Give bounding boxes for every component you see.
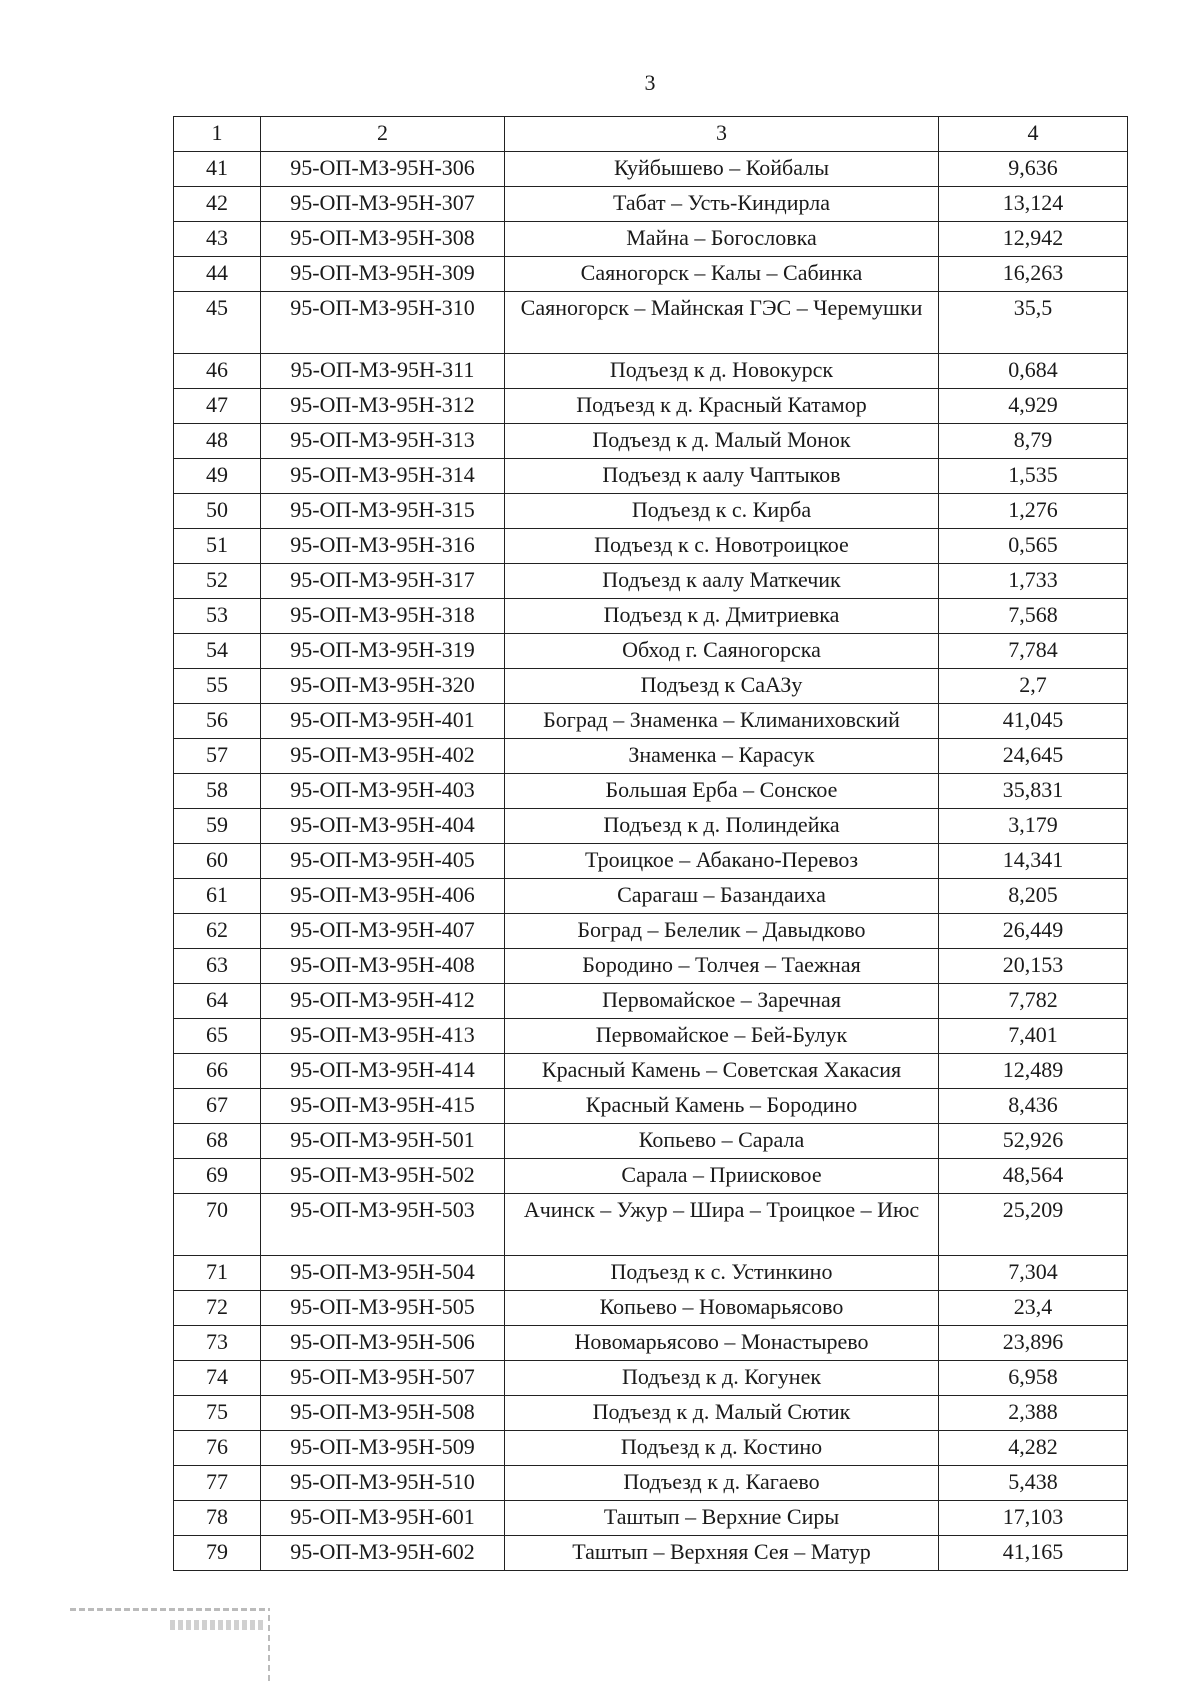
table-row	[174, 809, 1128, 844]
road-name-cell: Саяногорск – Майнская ГЭС – Черемушки	[505, 292, 939, 354]
road-name-cell: Сарала – Приисковое	[505, 1159, 939, 1194]
scan-artifact	[268, 1615, 270, 1685]
road-id-cell: 95-ОП-МЗ-95Н-309	[261, 257, 505, 292]
table-row	[174, 774, 1128, 809]
road-name-cell: Подъезд к д. Когунек	[505, 1361, 939, 1396]
row-number-cell: 44	[174, 257, 261, 292]
table-row	[174, 704, 1128, 739]
table-row	[174, 424, 1128, 459]
length-cell: 9,636	[939, 152, 1128, 187]
row-number-cell: 50	[174, 494, 261, 529]
row-number-cell: 51	[174, 529, 261, 564]
length-cell: 7,784	[939, 634, 1128, 669]
length-cell: 7,782	[939, 984, 1128, 1019]
row-number-cell: 48	[174, 424, 261, 459]
row-number-cell: 54	[174, 634, 261, 669]
header-cell-1: 1	[174, 117, 261, 152]
road-name-cell: Копьево – Сарала	[505, 1124, 939, 1159]
row-number-cell: 71	[174, 1256, 261, 1291]
length-cell: 14,341	[939, 844, 1128, 879]
row-number-cell: 62	[174, 914, 261, 949]
road-name-cell: Сарагаш – Базандаиха	[505, 879, 939, 914]
road-name-cell: Подъезд к д. Новокурск	[505, 354, 939, 389]
road-id-cell: 95-ОП-МЗ-95Н-310	[261, 292, 505, 354]
road-name-cell: Знаменка – Карасук	[505, 739, 939, 774]
length-cell: 1,733	[939, 564, 1128, 599]
road-name-cell: Саяногорск – Калы – Сабинка	[505, 257, 939, 292]
table-row	[174, 564, 1128, 599]
length-cell: 35,831	[939, 774, 1128, 809]
length-cell: 23,896	[939, 1326, 1128, 1361]
row-number-cell: 73	[174, 1326, 261, 1361]
row-number-cell: 78	[174, 1501, 261, 1536]
row-number-cell: 70	[174, 1194, 261, 1256]
road-id-cell: 95-ОП-МЗ-95Н-401	[261, 704, 505, 739]
table-row	[174, 1536, 1128, 1571]
length-cell: 7,304	[939, 1256, 1128, 1291]
length-cell: 8,205	[939, 879, 1128, 914]
road-id-cell: 95-ОП-МЗ-95Н-503	[261, 1194, 505, 1256]
length-cell: 48,564	[939, 1159, 1128, 1194]
road-id-cell: 95-ОП-МЗ-95Н-317	[261, 564, 505, 599]
road-name-cell: Бородино – Толчея – Таежная	[505, 949, 939, 984]
road-name-cell: Подъезд к д. Красный Катамор	[505, 389, 939, 424]
length-cell: 0,684	[939, 354, 1128, 389]
road-id-cell: 95-ОП-МЗ-95Н-406	[261, 879, 505, 914]
table-row	[174, 494, 1128, 529]
row-number-cell: 49	[174, 459, 261, 494]
road-id-cell: 95-ОП-МЗ-95Н-502	[261, 1159, 505, 1194]
road-id-cell: 95-ОП-МЗ-95Н-311	[261, 354, 505, 389]
length-cell: 0,565	[939, 529, 1128, 564]
road-name-cell: Табат – Усть-Киндирла	[505, 187, 939, 222]
road-name-cell: Подъезд к с. Новотроицкое	[505, 529, 939, 564]
row-number-cell: 77	[174, 1466, 261, 1501]
road-name-cell: Куйбышево – Койбалы	[505, 152, 939, 187]
length-cell: 2,388	[939, 1396, 1128, 1431]
table-row	[174, 949, 1128, 984]
table-row	[174, 1019, 1128, 1054]
road-name-cell: Подъезд к аалу Чаптыков	[505, 459, 939, 494]
road-id-cell: 95-ОП-МЗ-95Н-403	[261, 774, 505, 809]
length-cell: 41,165	[939, 1536, 1128, 1571]
row-number-cell: 76	[174, 1431, 261, 1466]
road-name-cell: Новомарьясово – Монастырево	[505, 1326, 939, 1361]
road-name-cell: Подъезд к д. Малый Сютик	[505, 1396, 939, 1431]
row-number-cell: 42	[174, 187, 261, 222]
road-id-cell: 95-ОП-МЗ-95Н-601	[261, 1501, 505, 1536]
header-cell-2: 2	[261, 117, 505, 152]
length-cell: 2,7	[939, 669, 1128, 704]
table-row	[174, 1159, 1128, 1194]
row-number-cell: 61	[174, 879, 261, 914]
row-number-cell: 58	[174, 774, 261, 809]
road-name-cell: Подъезд к СаАЗу	[505, 669, 939, 704]
table-row	[174, 1466, 1128, 1501]
header-cell-4: 4	[939, 117, 1128, 152]
road-id-cell: 95-ОП-МЗ-95Н-320	[261, 669, 505, 704]
road-id-cell: 95-ОП-МЗ-95Н-412	[261, 984, 505, 1019]
row-number-cell: 75	[174, 1396, 261, 1431]
road-name-cell: Подъезд к д. Полиндейка	[505, 809, 939, 844]
row-number-cell: 41	[174, 152, 261, 187]
road-name-cell: Таштып – Верхние Сиры	[505, 1501, 939, 1536]
road-name-cell: Копьево – Новомарьясово	[505, 1291, 939, 1326]
road-id-cell: 95-ОП-МЗ-95Н-505	[261, 1291, 505, 1326]
length-cell: 12,942	[939, 222, 1128, 257]
road-id-cell: 95-ОП-МЗ-95Н-506	[261, 1326, 505, 1361]
road-name-cell: Боград – Знаменка – Климаниховский	[505, 704, 939, 739]
road-id-cell: 95-ОП-МЗ-95Н-318	[261, 599, 505, 634]
length-cell: 52,926	[939, 1124, 1128, 1159]
table-row	[174, 879, 1128, 914]
length-cell: 23,4	[939, 1291, 1128, 1326]
table-row	[174, 914, 1128, 949]
length-cell: 26,449	[939, 914, 1128, 949]
length-cell: 17,103	[939, 1501, 1128, 1536]
table-row	[174, 354, 1128, 389]
row-number-cell: 57	[174, 739, 261, 774]
road-id-cell: 95-ОП-МЗ-95Н-312	[261, 389, 505, 424]
page-number: 3	[644, 70, 656, 95]
road-id-cell: 95-ОП-МЗ-95Н-319	[261, 634, 505, 669]
road-id-cell: 95-ОП-МЗ-95Н-313	[261, 424, 505, 459]
row-number-cell: 47	[174, 389, 261, 424]
road-id-cell: 95-ОП-МЗ-95Н-510	[261, 1466, 505, 1501]
table-row	[174, 1326, 1128, 1361]
road-id-cell: 95-ОП-МЗ-95Н-306	[261, 152, 505, 187]
row-number-cell: 53	[174, 599, 261, 634]
length-cell: 20,153	[939, 949, 1128, 984]
row-number-cell: 74	[174, 1361, 261, 1396]
table-row	[174, 739, 1128, 774]
road-id-cell: 95-ОП-МЗ-95Н-504	[261, 1256, 505, 1291]
row-number-cell: 46	[174, 354, 261, 389]
scan-artifact	[170, 1620, 265, 1630]
row-number-cell: 43	[174, 222, 261, 257]
road-id-cell: 95-ОП-МЗ-95Н-509	[261, 1431, 505, 1466]
table-row	[174, 1431, 1128, 1466]
table-row	[174, 257, 1128, 292]
length-cell: 3,179	[939, 809, 1128, 844]
road-id-cell: 95-ОП-МЗ-95Н-407	[261, 914, 505, 949]
row-number-cell: 59	[174, 809, 261, 844]
road-name-cell: Обход г. Саяногорска	[505, 634, 939, 669]
road-name-cell: Подъезд к д. Малый Монок	[505, 424, 939, 459]
table-row	[174, 1194, 1128, 1256]
road-id-cell: 95-ОП-МЗ-95Н-402	[261, 739, 505, 774]
table-row	[174, 1089, 1128, 1124]
table-body	[174, 117, 1128, 1571]
scan-artifact	[70, 1608, 270, 1611]
road-name-cell: Первомайское – Заречная	[505, 984, 939, 1019]
row-number-cell: 68	[174, 1124, 261, 1159]
road-id-cell: 95-ОП-МЗ-95Н-508	[261, 1396, 505, 1431]
length-cell: 16,263	[939, 257, 1128, 292]
table-row	[174, 669, 1128, 704]
row-number-cell: 79	[174, 1536, 261, 1571]
length-cell: 1,535	[939, 459, 1128, 494]
row-number-cell: 67	[174, 1089, 261, 1124]
length-cell: 4,929	[939, 389, 1128, 424]
length-cell: 5,438	[939, 1466, 1128, 1501]
road-name-cell: Ачинск – Ужур – Шира – Троицкое – Июс	[505, 1194, 939, 1256]
length-cell: 24,645	[939, 739, 1128, 774]
row-number-cell: 45	[174, 292, 261, 354]
road-id-cell: 95-ОП-МЗ-95Н-602	[261, 1536, 505, 1571]
road-name-cell: Майна – Богословка	[505, 222, 939, 257]
length-cell: 35,5	[939, 292, 1128, 354]
table-row	[174, 1256, 1128, 1291]
length-cell: 8,436	[939, 1089, 1128, 1124]
road-id-cell: 95-ОП-МЗ-95Н-315	[261, 494, 505, 529]
row-number-cell: 63	[174, 949, 261, 984]
road-id-cell: 95-ОП-МЗ-95Н-501	[261, 1124, 505, 1159]
road-name-cell: Красный Камень – Советская Хакасия	[505, 1054, 939, 1089]
table-row	[174, 844, 1128, 879]
row-number-cell: 64	[174, 984, 261, 1019]
row-number-cell: 65	[174, 1019, 261, 1054]
table-row	[174, 634, 1128, 669]
road-id-cell: 95-ОП-МЗ-95Н-314	[261, 459, 505, 494]
row-number-cell: 69	[174, 1159, 261, 1194]
table-row	[174, 222, 1128, 257]
road-name-cell: Подъезд к с. Кирба	[505, 494, 939, 529]
row-number-cell: 56	[174, 704, 261, 739]
row-number-cell: 66	[174, 1054, 261, 1089]
table-header-row	[174, 117, 1128, 152]
roads-table	[173, 116, 1128, 1571]
table-row	[174, 1361, 1128, 1396]
road-name-cell: Таштып – Верхняя Сея – Матур	[505, 1536, 939, 1571]
road-id-cell: 95-ОП-МЗ-95Н-404	[261, 809, 505, 844]
road-id-cell: 95-ОП-МЗ-95Н-308	[261, 222, 505, 257]
road-id-cell: 95-ОП-МЗ-95Н-408	[261, 949, 505, 984]
table-row	[174, 1396, 1128, 1431]
header-cell-3: 3	[505, 117, 939, 152]
road-id-cell: 95-ОП-МЗ-95Н-405	[261, 844, 505, 879]
road-name-cell: Троицкое – Абакано-Перевоз	[505, 844, 939, 879]
row-number-cell: 72	[174, 1291, 261, 1326]
road-id-cell: 95-ОП-МЗ-95Н-307	[261, 187, 505, 222]
row-number-cell: 55	[174, 669, 261, 704]
table-row	[174, 152, 1128, 187]
table-row	[174, 459, 1128, 494]
road-name-cell: Подъезд к д. Дмитриевка	[505, 599, 939, 634]
length-cell: 7,568	[939, 599, 1128, 634]
table-row	[174, 292, 1128, 354]
length-cell: 13,124	[939, 187, 1128, 222]
table-row	[174, 187, 1128, 222]
length-cell: 6,958	[939, 1361, 1128, 1396]
length-cell: 41,045	[939, 704, 1128, 739]
road-id-cell: 95-ОП-МЗ-95Н-316	[261, 529, 505, 564]
road-name-cell: Первомайское – Бей-Булук	[505, 1019, 939, 1054]
length-cell: 7,401	[939, 1019, 1128, 1054]
length-cell: 4,282	[939, 1431, 1128, 1466]
road-id-cell: 95-ОП-МЗ-95Н-414	[261, 1054, 505, 1089]
length-cell: 12,489	[939, 1054, 1128, 1089]
table-row	[174, 1054, 1128, 1089]
length-cell: 25,209	[939, 1194, 1128, 1256]
table-row	[174, 529, 1128, 564]
road-name-cell: Подъезд к д. Костино	[505, 1431, 939, 1466]
road-name-cell: Большая Ерба – Сонское	[505, 774, 939, 809]
table-row	[174, 389, 1128, 424]
road-id-cell: 95-ОП-МЗ-95Н-415	[261, 1089, 505, 1124]
table-row	[174, 1124, 1128, 1159]
road-id-cell: 95-ОП-МЗ-95Н-413	[261, 1019, 505, 1054]
road-name-cell: Подъезд к д. Кагаево	[505, 1466, 939, 1501]
row-number-cell: 60	[174, 844, 261, 879]
row-number-cell: 52	[174, 564, 261, 599]
length-cell: 1,276	[939, 494, 1128, 529]
length-cell: 8,79	[939, 424, 1128, 459]
road-name-cell: Подъезд к аалу Маткечик	[505, 564, 939, 599]
table-row	[174, 1501, 1128, 1536]
road-name-cell: Боград – Белелик – Давыдково	[505, 914, 939, 949]
road-name-cell: Подъезд к с. Устинкино	[505, 1256, 939, 1291]
table-row	[174, 984, 1128, 1019]
table-row	[174, 1291, 1128, 1326]
table-row	[174, 599, 1128, 634]
road-id-cell: 95-ОП-МЗ-95Н-507	[261, 1361, 505, 1396]
road-name-cell: Красный Камень – Бородино	[505, 1089, 939, 1124]
